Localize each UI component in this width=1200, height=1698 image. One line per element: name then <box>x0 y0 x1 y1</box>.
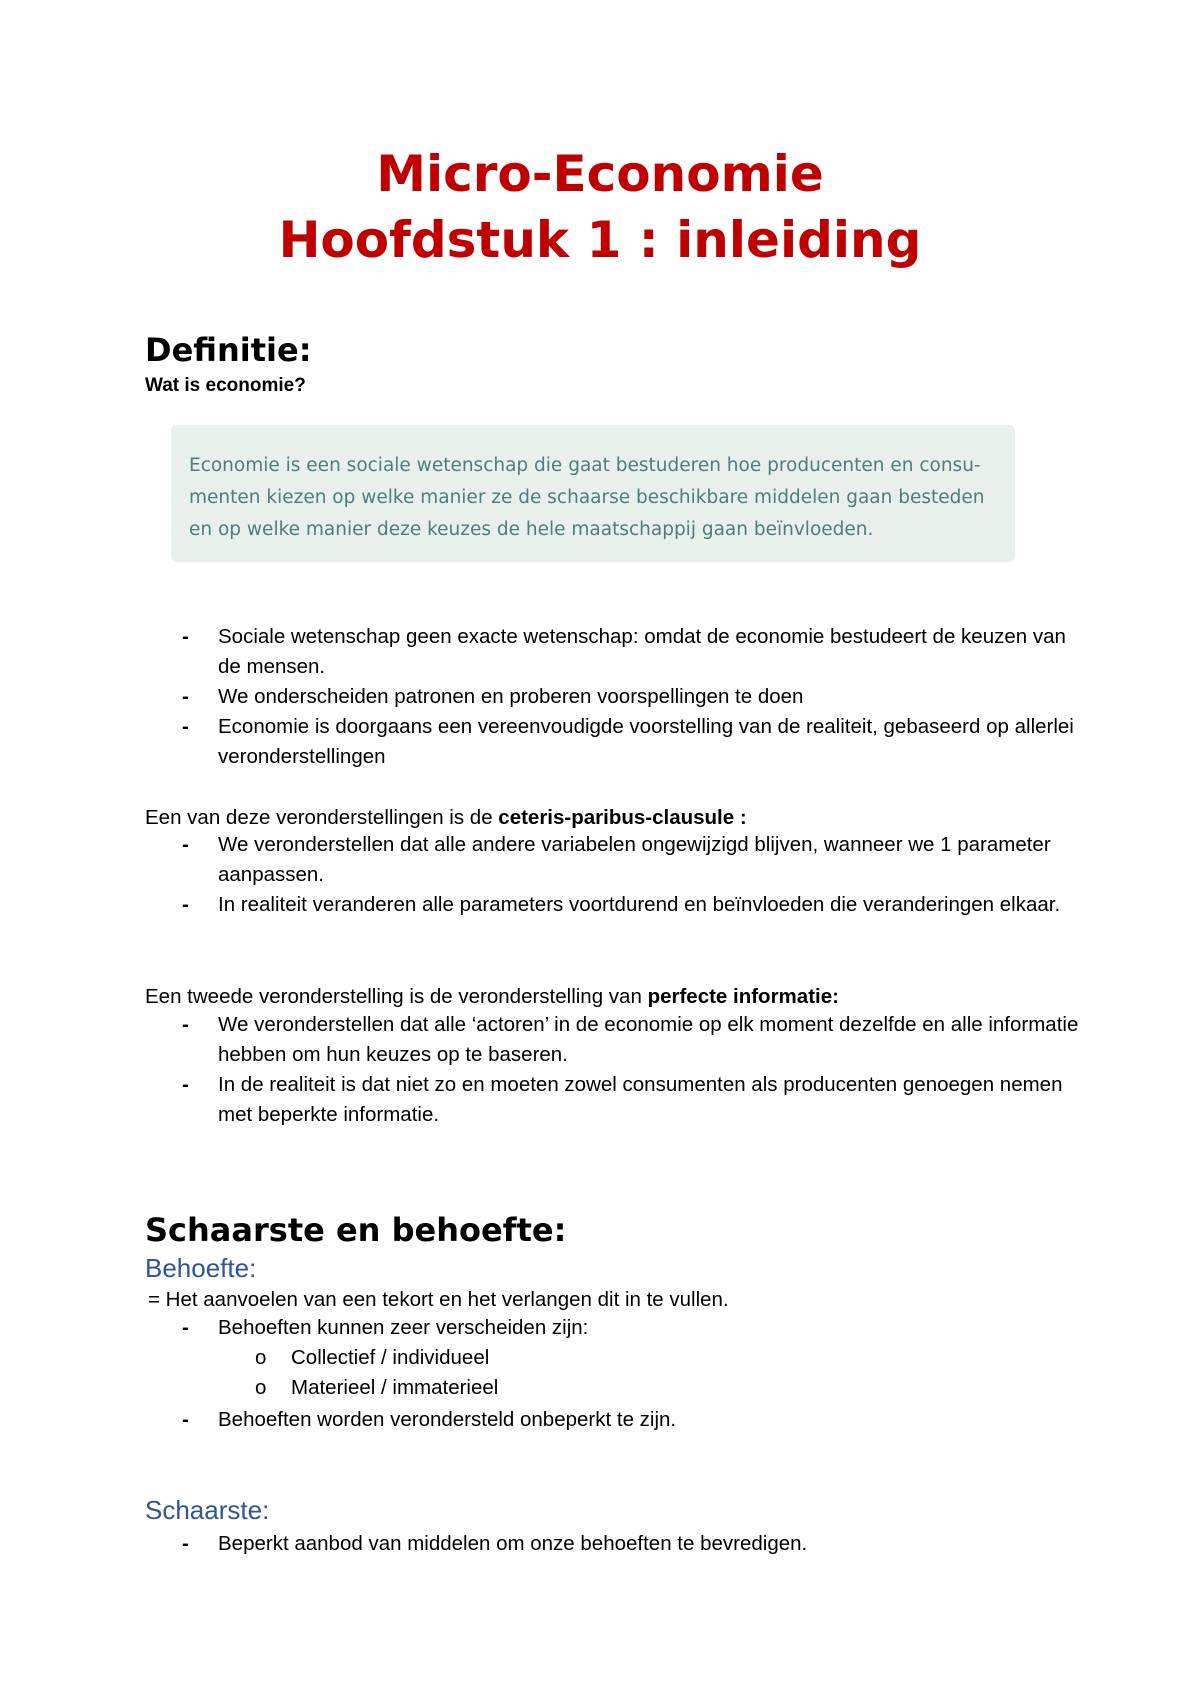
subheading-behoefte: Behoefte: <box>145 1253 257 1283</box>
perfect-info-intro: Een tweede veronderstelling is de veronderstelling van perfecte informatie: <box>145 985 839 1008</box>
definition-quote-box <box>171 425 1015 562</box>
section-heading-schaarste-behoefte: Schaarste en behoefte: <box>145 1211 567 1249</box>
quote-line: Economie is een sociale wetenschap die gaat bestuderen hoe producenten en consu- <box>189 455 981 476</box>
list-item: - We veronderstellen dat alle ‘actoren’ in de economie op elk moment dezelfde en alle informatie hebben om hun keuzes op te baseren. <box>145 1010 1085 1070</box>
dash-marker: - <box>182 833 189 856</box>
quote-line: en op welke manier deze keuzes de hele maatschappij gaan beïnvloeden. <box>189 519 874 540</box>
dash-marker: - <box>182 685 189 708</box>
list-item: - Beperkt aanbod van middelen om onze behoeften te bevredigen. <box>145 1529 1085 1559</box>
dash-marker: - <box>182 1316 189 1339</box>
list-item: - Sociale wetenschap geen exacte wetenschap: omdat de economie bestudeert de keuzen van de mensen. <box>145 622 1085 682</box>
list-item: - We veronderstellen dat alle andere variabelen ongewijzigd blijven, wanneer we 1 parameter aanpassen. <box>145 830 1085 890</box>
list-item: - Economie is doorgaans een vereenvoudigde voorstelling van de realiteit, gebaseerd op allerlei veronderstellingen <box>145 712 1085 772</box>
subheading-schaarste: Schaarste: <box>145 1495 270 1525</box>
dash-marker: - <box>182 625 189 648</box>
circle-marker: o <box>255 1346 267 1369</box>
dash-marker: - <box>182 893 189 916</box>
behoefte-definition: = Het aanvoelen van een tekort en het verlangen dit in te vullen. <box>148 1288 729 1311</box>
sub-list-item: o Collectief / individueel <box>145 1343 1085 1373</box>
ceteris-bullet-list <box>145 830 1085 920</box>
circle-marker: o <box>255 1376 267 1399</box>
section-heading-definitie: Definitie: <box>145 331 312 369</box>
behoefte-bullet-list <box>145 1313 1085 1435</box>
perfect-info-term: perfecte informatie: <box>647 985 839 1008</box>
dash-marker: - <box>182 1013 189 1036</box>
ceteris-term: ceteris-paribus-clausule : <box>498 806 747 829</box>
sub-list-item: o Materieel / immaterieel <box>145 1373 1085 1403</box>
dash-marker: - <box>182 1408 189 1431</box>
behoefte-sub-list <box>218 1343 1085 1403</box>
list-item: - Behoeften kunnen zeer verscheiden zijn: o Collectief / individueel o Materieel / immaterieel <box>145 1313 1085 1403</box>
list-item: - Behoeften worden verondersteld onbeperkt te zijn. <box>145 1405 1085 1435</box>
definitie-bullet-list <box>145 622 1085 772</box>
dash-marker: - <box>182 1532 189 1555</box>
document-title-line2: Hoofdstuk 1 : inleiding <box>278 211 922 269</box>
dash-marker: - <box>182 1073 189 1096</box>
ceteris-intro: Een van deze veronderstellingen is de ceteris-paribus-clausule : <box>145 806 747 829</box>
perfect-info-bullet-list <box>145 1010 1085 1130</box>
list-item: - In de realiteit is dat niet zo en moeten zowel consumenten als producenten genoegen nemen met beperkte informatie. <box>145 1070 1085 1130</box>
quote-line: menten kiezen op welke manier ze de schaarse beschikbare middelen gaan besteden <box>189 487 985 508</box>
dash-marker: - <box>182 715 189 738</box>
list-item: - In realiteit veranderen alle parameters voortdurend en beïnvloeden die veranderingen elkaar. <box>145 890 1085 920</box>
list-item: - We onderscheiden patronen en proberen voorspellingen te doen <box>145 682 1085 712</box>
definitie-question: Wat is economie? <box>145 375 306 396</box>
document-title-line1: Micro-Economie <box>376 145 824 203</box>
schaarste-bullet-list <box>145 1529 1085 1559</box>
